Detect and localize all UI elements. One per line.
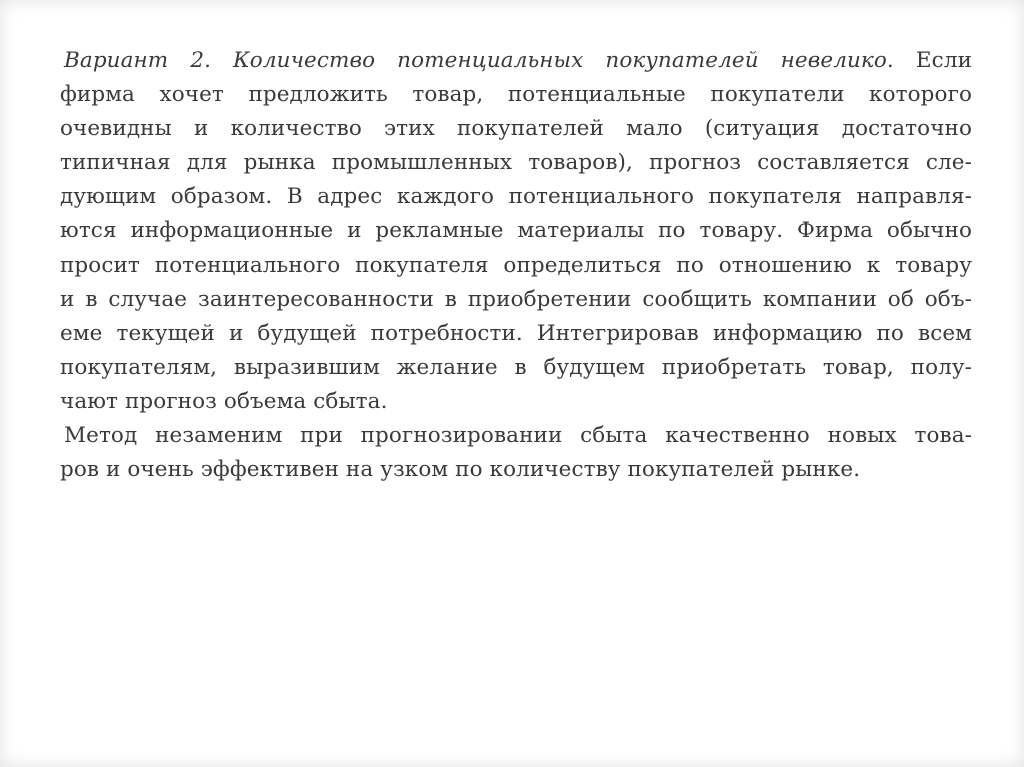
variant-heading: Вариант 2. Количество потенциальных покупателей невелико. (64, 48, 894, 73)
paragraph-method (60, 419, 972, 487)
paragraph-line: очевидны и количество этих покупателей мало (ситуация достаточно (60, 116, 972, 142)
paragraph-variant-2 (60, 44, 972, 419)
paragraph-line: чают прогноз объема сбыта. (60, 388, 388, 414)
paragraph-line: покупателям, выразившим желание в будущем приобретать товар, полу- (60, 354, 972, 380)
paragraph-line: и в случае заинтересованности в приобретении сообщить компании об объ- (60, 286, 972, 312)
line-text: Если (893, 48, 973, 73)
paragraph-line: просит потенциального покупателя определиться по отношению к товару (60, 252, 972, 278)
paragraph-line: ров и очень эффективен на узком по количеству покупателей рынке. (60, 457, 861, 483)
paragraph-line: типичная для рынка промышленных товаров), прогноз составляется сле- (60, 150, 972, 176)
text-page (60, 44, 972, 487)
paragraph-line: дующим образом. В адрес каждого потенциального покупателя направля- (60, 184, 972, 210)
paragraph-line: еме текущей и будущей потребности. Интегрировав информацию по всем (60, 320, 972, 346)
paragraph-line: фирма хочет предложить товар, потенциальные покупатели которого (60, 82, 972, 108)
paragraph-line: Метод незаменим при прогнозировании сбыта качественно новых това- (64, 423, 972, 449)
paragraph-line: ются информационные и рекламные материалы по товару. Фирма обычно (60, 218, 972, 244)
paragraph-line (60, 44, 972, 78)
